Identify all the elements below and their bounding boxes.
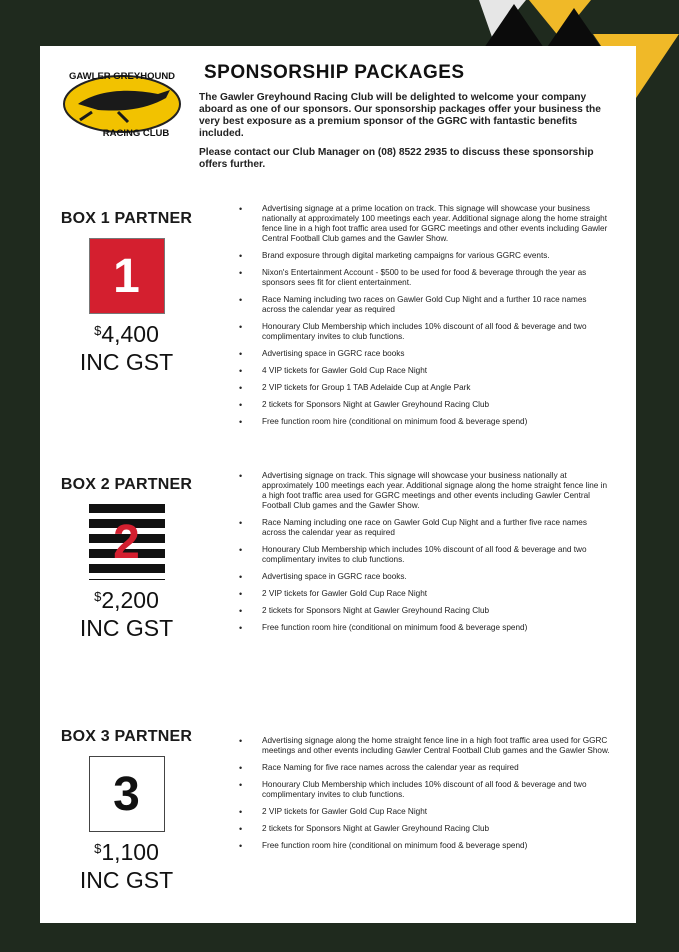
- price-amount: 1,100: [101, 839, 159, 865]
- package-name: BOX 3 PARTNER: [60, 728, 193, 745]
- list-item: • 4 VIP tickets for Gawler Gold Cup Race Night: [235, 366, 611, 376]
- list-item: • Honourary Club Membership which includes 10% discount of all food & beverage and two complimentary invites to club functions.: [235, 780, 611, 800]
- box-3-partner: [54, 728, 199, 894]
- contact-paragraph: Please contact our Club Manager on (08) 8522 2935 to discuss these sponsorship offers further.: [199, 147, 594, 170]
- list-item: • Race Naming including one race on Gawler Gold Cup Night and a further five race names across the calendar year as required: [235, 518, 611, 538]
- box-3-badge: 3: [89, 756, 165, 832]
- list-item: • Advertising space in GGRC race books: [235, 349, 611, 359]
- box-3-benefits-list: [235, 736, 611, 858]
- list-item: • Advertising space in GGRC race books.: [235, 572, 611, 582]
- price-symbol: $: [94, 323, 102, 338]
- package-price: [54, 320, 199, 348]
- box-1-badge: 1: [89, 238, 165, 314]
- list-item: • 2 tickets for Sponsors Night at Gawler Greyhound Racing Club: [235, 606, 611, 616]
- list-item: • Free function room hire (conditional on minimum food & beverage spend): [235, 841, 611, 851]
- list-item: • 2 tickets for Sponsors Night at Gawler Greyhound Racing Club: [235, 824, 611, 834]
- package-name: BOX 1 PARTNER: [60, 210, 193, 227]
- list-item: • Honourary Club Membership which includes 10% discount of all food & beverage and two complimentary invites to club functions.: [235, 322, 611, 342]
- price-symbol: $: [94, 841, 102, 856]
- list-item: • 2 VIP tickets for Gawler Gold Cup Race Night: [235, 807, 611, 817]
- list-item: • Advertising signage along the home straight fence line in a high foot traffic area used for GGRC meetings and other events including Gawler Central Football Club games and the Gawler Show.: [235, 736, 611, 756]
- list-item: • Brand exposure through digital marketing campaigns for various GGRC events.: [235, 251, 611, 261]
- list-item: • Advertising signage on track. This signage will showcase your business nationally at approximately 100 meetings each year. Additional signage along the home straight fence line in a high foot traffic area used for GGRC meetings and other events including Gawler Central Football Club games and the Gawler Show.: [235, 471, 611, 511]
- price-gst: INC GST: [79, 867, 174, 893]
- logo-text-top: GAWLER GREYHOUND: [68, 71, 176, 82]
- box-1-benefits-list: [235, 204, 611, 434]
- page-title: SPONSORSHIP PACKAGES: [204, 62, 465, 83]
- intro-text: [199, 92, 619, 178]
- price-gst: INC GST: [79, 349, 174, 375]
- gawler-greyhound-logo: [58, 68, 190, 138]
- list-item: • Free function room hire (conditional on minimum food & beverage spend): [235, 623, 611, 633]
- document-page: [40, 46, 636, 923]
- price-amount: 2,200: [101, 587, 159, 613]
- list-item: • Advertising signage at a prime location on track. This signage will showcase your business nationally at approximately 100 meetings each year. Additional signage along the home straight fence line in a high foot traffic area used for GGRC meetings and other events including Gawler Central Football Club games and the Gawler Show.: [235, 204, 611, 244]
- list-item: • Nixon's Entertainment Account - $500 to be used for food & beverage through the year as sponsors sees fit for client entertainment.: [235, 268, 611, 288]
- package-name: BOX 2 PARTNER: [60, 476, 193, 493]
- package-price: [54, 586, 199, 614]
- price-symbol: $: [94, 589, 102, 604]
- box-2-benefits-list: [235, 471, 611, 640]
- box-2-partner: [54, 476, 199, 642]
- list-item: • Race Naming including two races on Gawler Gold Cup Night and a further 10 race names across the calendar year as required: [235, 295, 611, 315]
- intro-paragraph: The Gawler Greyhound Racing Club will be delighted to welcome your company aboard as one of our sponsors. Our sponsorship packages offer your business the very best exposure as a premium sponsor of the GGRC with fantastic benefits included.: [199, 92, 601, 139]
- box-1-partner: [54, 210, 199, 376]
- list-item: • Race Naming for five race names across the calendar year as required: [235, 763, 611, 773]
- list-item: • 2 VIP tickets for Gawler Gold Cup Race Night: [235, 589, 611, 599]
- list-item: • Free function room hire (conditional on minimum food & beverage spend): [235, 417, 611, 427]
- price-gst: INC GST: [79, 615, 174, 641]
- list-item: • 2 tickets for Sponsors Night at Gawler Greyhound Racing Club: [235, 400, 611, 410]
- list-item: • 2 VIP tickets for Group 1 TAB Adelaide Cup at Angle Park: [235, 383, 611, 393]
- list-item: • Honourary Club Membership which includes 10% discount of all food & beverage and two complimentary invites to club functions.: [235, 545, 611, 565]
- box-2-badge: 2: [89, 504, 165, 580]
- package-price: [54, 838, 199, 866]
- price-amount: 4,400: [101, 321, 159, 347]
- logo-text-bottom: RACING CLUB: [102, 128, 170, 138]
